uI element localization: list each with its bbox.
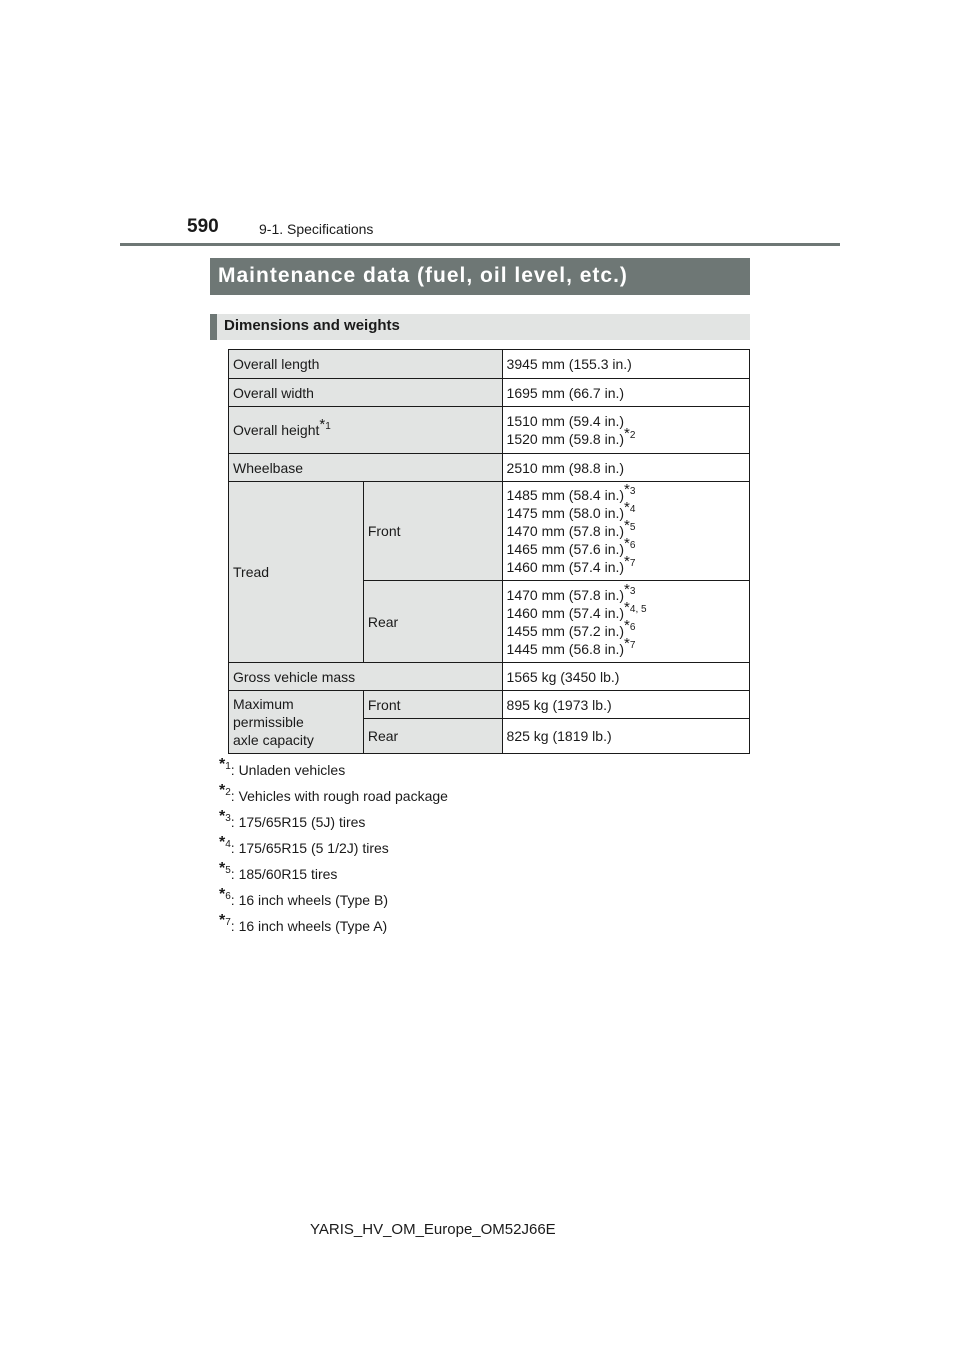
table-row (229, 663, 750, 691)
page-number: 590 (187, 216, 219, 237)
table-row (229, 350, 750, 379)
table-row (229, 454, 750, 482)
axle-capacity-label: Maximum permissible axle capacity (229, 691, 364, 754)
footnote: $^{*3}$: 175/65R15 (5J) tires (219, 808, 366, 830)
footnote: $^{*4}$: 175/65R15 (5 1/2J) tires (219, 834, 389, 856)
value-line: 1465 mm (57.6 in.)$^{*6}$ (506, 535, 636, 557)
axle-front-label: Front (363, 691, 502, 719)
footnote: $^{*7}$: 16 inch wheels (Type A) (219, 912, 388, 934)
tread-rear-values (502, 581, 749, 663)
section-subtitle: Dimensions and weights (210, 314, 750, 340)
tread-front-values (502, 482, 749, 581)
value-line: 1475 mm (58.0 in.)$^{*4}$ (506, 499, 636, 521)
value-line: 1520 mm (59.8 in.)$^{*2}$ (506, 425, 636, 447)
overall-height-values (502, 407, 749, 454)
axle-rear-label: Rear (363, 719, 502, 754)
overall-length-label: Overall length (229, 350, 503, 379)
footnote: $^{*2}$: Vehicles with rough road package (219, 782, 448, 804)
value-line: 1510 mm (59.4 in.) (506, 413, 625, 429)
value-line: 1460 mm (57.4 in.)$^{*7}$ (506, 553, 636, 575)
page-title: Maintenance data (fuel, oil level, etc.) (210, 258, 750, 295)
footnote: $^{*6}$: 16 inch wheels (Type B) (219, 886, 388, 908)
tread-front-label: Front (363, 482, 502, 581)
value-line: 1470 mm (57.8 in.)$^{*5}$ (506, 517, 636, 539)
table-row (229, 379, 750, 407)
footnote: $^{*5}$: 185/60R15 tires (219, 860, 338, 882)
value-line: 1455 mm (57.2 in.)$^{*6}$ (506, 616, 636, 639)
axle-front-value: 895 kg (1973 lb.) (502, 691, 749, 719)
wheelbase-label: Wheelbase (229, 454, 503, 482)
tread-rear-label: Rear (363, 581, 502, 663)
table-row (229, 691, 750, 719)
overall-width-value: 1695 mm (66.7 in.) (502, 379, 749, 407)
gross-mass-value: 1565 kg (3450 lb.) (502, 663, 749, 691)
tread-label: Tread (229, 482, 364, 663)
overall-length-value: 3945 mm (155.3 in.) (502, 350, 749, 379)
dimensions-table (228, 349, 750, 754)
overall-width-label: Overall width (229, 379, 503, 407)
value-line: 1470 mm (57.8 in.)$^{*3}$ (506, 580, 636, 603)
value-line: 1460 mm (57.4 in.)$^{*4, 5}$ (506, 598, 647, 621)
header-rule (120, 243, 840, 246)
section-label: 9-1. Specifications (259, 221, 374, 237)
table-row (229, 482, 750, 581)
axle-rear-value: 825 kg (1819 lb.) (502, 719, 749, 754)
gross-mass-label: Gross vehicle mass (229, 663, 503, 691)
value-line: 1445 mm (56.8 in.)$^{*7}$ (506, 634, 636, 657)
footnotes (219, 756, 448, 942)
table-row (229, 407, 750, 454)
wheelbase-value: 2510 mm (98.8 in.) (502, 454, 749, 482)
overall-height-label: Overall height$^{*1}$ (229, 407, 503, 454)
value-line: 1485 mm (58.4 in.)$^{*3}$ (506, 481, 636, 503)
footnote: $^{*1}$: Unladen vehicles (219, 756, 346, 778)
document-id: YARIS_HV_OM_Europe_OM52J66E (310, 1221, 556, 1238)
